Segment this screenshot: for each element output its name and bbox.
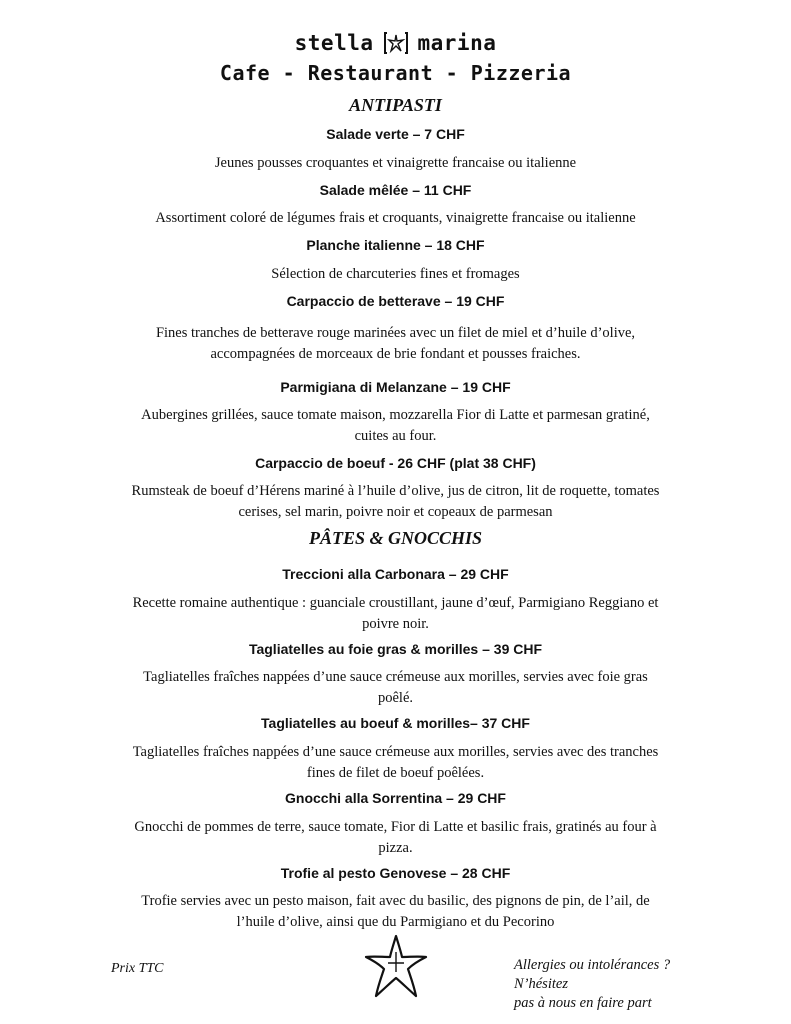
brand-name-right: marina — [417, 31, 497, 55]
section-title-pates-gnocchis: PÂTES & GNOCCHIS — [308, 528, 483, 548]
menu-item-description: Gnocchi de pommes de terre, sauce tomate, Fior di Latte et basilic frais, gratinés au four à pizza. — [134, 819, 657, 856]
menu-item-description: Rumsteak de boeuf d’Hérens mariné à l’huile d’olive, jus de citron, lit de roquette, tomates cerises, sel marin, poivre noir et copeaux de parmesan — [131, 483, 660, 520]
menu-item-title: Salade mêlée – 11 CHF — [319, 182, 472, 198]
menu-item-description: Trofie servies avec un pesto maison, fait avec du basilic, des pignons de pin, de l’ail, de l’huile d’olive, ainsi que du Parmigiano et du Pecorino — [141, 893, 650, 930]
menu-item-description: Aubergines grillées, sauce tomate maison, mozzarella Fior di Latte et parmesan gratiné, cuites au four. — [141, 407, 650, 444]
star-sketch-icon — [360, 930, 432, 1002]
menu-item-title: Tagliatelles au foie gras & morilles – 39 CHF — [248, 641, 543, 657]
menu-item-title: Gnocchi alla Sorrentina – 29 CHF — [285, 790, 506, 806]
brand-tagline: Cafe - Restaurant - Pizzeria — [219, 61, 572, 85]
menu-item-description: Tagliatelles fraîches nappées d’une sauce crémeuse aux morilles, servies avec des tranches fines de filet de boeuf poêlées. — [132, 744, 659, 781]
menu-item-title: Carpaccio de betterave – 19 CHF — [286, 293, 505, 309]
allergy-note: Allergies ou intolérances ? N’hésitez pas à nous en faire part — [514, 957, 671, 1011]
menu-item-description: Assortiment coloré de légumes frais et croquants, vinaigrette francaise ou italienne — [155, 210, 636, 226]
menu-item-description: Fines tranches de betterave rouge marinées avec un filet de miel et d’huile d’olive, accompagnées de morceaux de brie fondant et pousses fraiches. — [155, 325, 636, 362]
brand-name-left: stella — [294, 31, 374, 55]
menu-item-description: Recette romaine authentique : guanciale croustillant, jaune d’œuf, Parmigiano Reggiano et poivre noir. — [132, 595, 659, 632]
menu-item-title: Treccioni alla Carbonara – 29 CHF — [282, 566, 509, 582]
menu-item-description: Tagliatelles fraîches nappées d’une sauce crémeuse aux morilles, servies avec foie gras poêlé. — [143, 669, 648, 706]
price-note: Prix TTC — [111, 961, 164, 976]
brand-name — [0, 31, 791, 55]
section-title-antipasti: ANTIPASTI — [349, 95, 442, 115]
menu-item-title: Tagliatelles au boeuf & morilles– 37 CHF — [261, 715, 530, 731]
menu-item-title: Salade verte – 7 CHF — [326, 126, 465, 142]
menu-item-title: Planche italienne – 18 CHF — [306, 237, 485, 253]
star-sketch-icon — [383, 31, 409, 55]
menu-item-description: Sélection de charcuteries fines et fromages — [271, 266, 520, 282]
menu-item-title: Carpaccio de boeuf - 26 CHF (plat 38 CHF) — [255, 455, 536, 471]
menu-item-title: Trofie al pesto Genovese – 28 CHF — [280, 865, 511, 881]
menu-item-description: Jeunes pousses croquantes et vinaigrette francaise ou italienne — [214, 155, 577, 171]
menu-item-title: Parmigiana di Melanzane – 19 CHF — [280, 379, 511, 395]
